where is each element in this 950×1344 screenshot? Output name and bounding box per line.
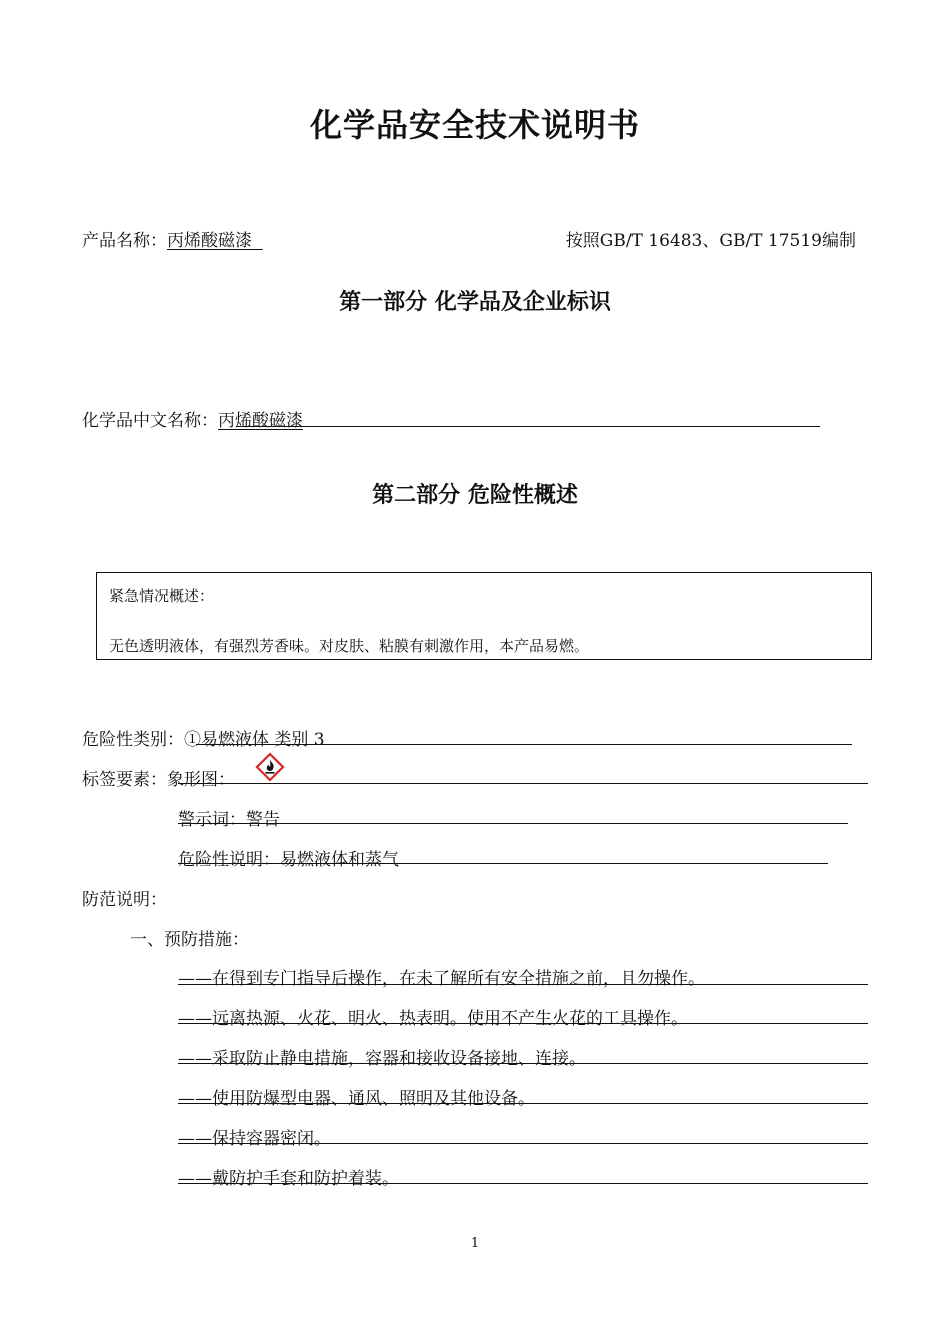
prevention-item-underline <box>178 1143 868 1144</box>
emergency-overview-box <box>96 572 872 660</box>
hazard-statement-underline <box>178 863 828 864</box>
hazard-class-value: ①易燃液体 类别 3 <box>184 730 325 750</box>
prevention-item-underline <box>178 984 868 985</box>
pictogram-underline <box>178 783 868 784</box>
prevention-item: ——保持容器密闭。 <box>178 1129 331 1149</box>
cn-name-value: 丙烯酸磁漆 <box>218 411 303 431</box>
prevention-label: 一、预防措施： <box>130 930 249 950</box>
pictogram-label: 象形图： <box>167 770 235 790</box>
hazard-class-label: 危险性类别： <box>82 730 184 750</box>
label-elements-label: 标签要素： <box>82 770 167 790</box>
prevention-item: ——戴防护手套和防护着装。 <box>178 1169 399 1189</box>
part1-heading: 第一部分 化学品及企业标识 <box>339 290 611 315</box>
document-title: 化学品安全技术说明书 <box>309 106 640 144</box>
prevention-item: ——远离热源、火花、明火、热表明。使用不产生火花的工具操作。 <box>178 1009 688 1029</box>
cn-name-underline <box>236 426 820 427</box>
cn-name-line <box>82 406 303 431</box>
prevention-item: ——采取防止静电措施，容器和接收设备接地、连接。 <box>178 1049 586 1069</box>
prevention-item-underline <box>178 1063 868 1064</box>
flame-pictogram-icon <box>255 752 285 782</box>
product-name-label: 产品名称： <box>82 231 167 251</box>
emergency-text: 无色透明液体，有强烈芳香味。对皮肤、粘膜有刺激作用，本产品易燃。 <box>109 637 590 655</box>
signal-word: 警示词：警告 <box>178 810 280 830</box>
prevention-item-underline <box>178 1103 868 1104</box>
part2-heading: 第二部分 危险性概述 <box>372 483 578 508</box>
prevention-item-underline <box>178 1183 868 1184</box>
standard-note: 按照GB/T 16483、GB/T 17519编制 <box>565 231 856 251</box>
label-elements-line <box>82 765 235 790</box>
product-name-value: 丙烯酸磁漆 <box>167 231 252 251</box>
prevention-item-underline <box>178 1023 868 1024</box>
precaution-label: 防范说明： <box>82 890 167 910</box>
signal-word-underline <box>178 823 848 824</box>
emergency-title: 紧急情况概述： <box>109 587 215 605</box>
hazard-class-line <box>82 725 325 750</box>
hazard-class-underline <box>196 744 852 745</box>
hazard-statement: 危险性说明：易燃液体和蒸气 <box>178 850 399 870</box>
prevention-item: ——在得到专门指导后操作，在未了解所有安全措施之前，且勿操作。 <box>178 969 705 989</box>
product-name-line <box>82 226 263 251</box>
prevention-item: ——使用防爆型电器、通风、照明及其他设备。 <box>178 1089 535 1109</box>
cn-name-label: 化学品中文名称： <box>82 411 218 431</box>
page-number: 1 <box>470 1236 480 1251</box>
